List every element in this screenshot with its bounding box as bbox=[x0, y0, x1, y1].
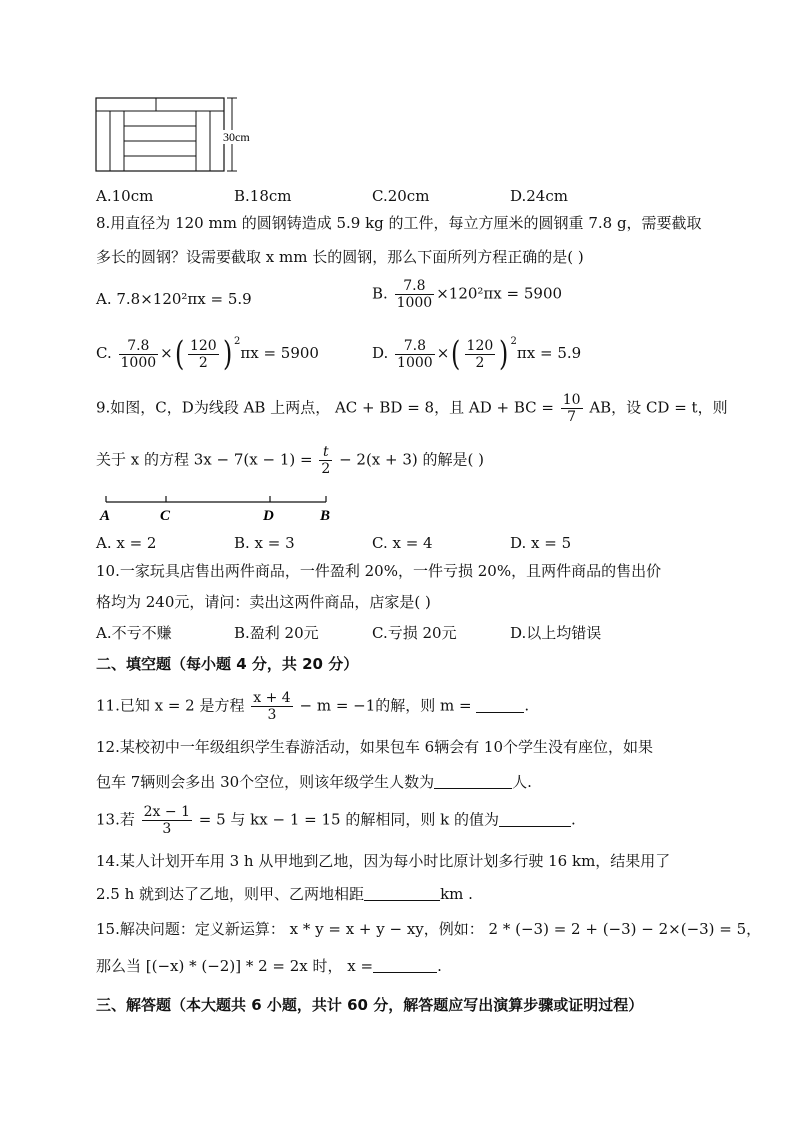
fraction-7-8-over-1000: $\frac{7.8}{1000}$ bbox=[396, 278, 433, 311]
q10-option-a: A.不亏不赚 bbox=[96, 624, 172, 642]
option-c-tail: πx = 5900 bbox=[240, 344, 319, 362]
dimension-label: 30cm bbox=[223, 130, 250, 144]
fraction-7-8-over-1000: $\frac{7.8}{1000}$ bbox=[397, 337, 433, 371]
q8-option-d: D. $\frac{7.8}{1000}$ ×( $\frac{120}{2}$ ) $^2$πx = 5.9 bbox=[372, 334, 582, 374]
option-b-label: B. bbox=[372, 284, 388, 303]
q8-line1: 8.用直径为 120 mm 的圆钢铸造成 5.9 kg 的工件，每立方厘米的圆钢重 7.8 g，需要截取 bbox=[96, 214, 702, 232]
q14-line2: 2.5 h 就到达了乙地，则甲、乙两地相距 km . bbox=[96, 885, 473, 903]
q7-option-c: C.20cm bbox=[372, 187, 430, 205]
q8-option-c: C. $\frac{7.8}{1000}$ ×( $\frac{120}{2}$ ) $^2$πx = 5900 bbox=[96, 334, 319, 374]
fraction-7-8-over-1000: $\frac{7.8}{1000}$ bbox=[120, 337, 157, 371]
q11: 11.已知 x = 2 是方程 $\frac{x + 4}{3}$ − m = −1的解，则 m = . bbox=[96, 690, 530, 723]
option-d-tail: πx = 5.9 bbox=[516, 344, 582, 362]
q9-line2: 关于 x 的方程 3x − 7(x − 1) = $\frac{t}{2}$ − 2(x + 3) 的解是( ) bbox=[96, 444, 484, 477]
q9-option-b: B. x = 3 bbox=[234, 534, 295, 552]
q10-option-b: B.盈利 20元 bbox=[234, 624, 319, 642]
point-c-label: C bbox=[160, 508, 171, 524]
point-a-label: A bbox=[100, 508, 111, 524]
option-d-label: D. bbox=[372, 344, 389, 362]
q9-option-d: D. x = 5 bbox=[510, 534, 572, 552]
q15-line2: 那么当 [(−x) * (−2)] * 2 = 2x 时， x = . bbox=[96, 957, 442, 975]
section-3-heading: 三、解答题（本大题共 6 小题，共计 60 分，解答题应写出演算步骤或证明过程） bbox=[96, 996, 644, 1014]
answer-blank bbox=[434, 774, 512, 789]
fraction-2x-minus-1-over-3: $\frac{2x - 1}{3}$ bbox=[143, 804, 190, 837]
q8-line2: 多长的圆钢？设需要截取 x mm 长的圆钢，那么下面所列方程正确的是( ) bbox=[96, 248, 584, 266]
fraction-10-over-7: $\frac{10}{7}$ bbox=[562, 392, 581, 425]
fraction-120-over-2: $\frac{120}{2}$ bbox=[189, 337, 217, 371]
q12-line2: 包车 7辆则会多出 30个空位，则该年级学生人数为 人. bbox=[96, 773, 532, 791]
figure-outer-rect bbox=[96, 98, 224, 171]
q9-option-c: C. x = 4 bbox=[372, 534, 433, 552]
fraction-t-over-2: $\frac{t}{2}$ bbox=[321, 444, 331, 477]
answer-blank bbox=[476, 698, 524, 713]
q7-option-b: B.18cm bbox=[234, 187, 292, 205]
point-b-label: B bbox=[320, 508, 331, 524]
answer-blank bbox=[499, 812, 571, 827]
section-2-heading: 二、填空题（每小题 4 分，共 20 分） bbox=[96, 655, 359, 673]
q10-option-c: C.亏损 20元 bbox=[372, 624, 457, 642]
q9-option-a: A. x = 2 bbox=[96, 534, 157, 552]
q8-option-a: A. 7.8×120²πx = 5.9 bbox=[96, 290, 252, 308]
answer-blank bbox=[364, 886, 440, 901]
q14-line1: 14.某人计划开车用 3 h 从甲地到乙地，因为每小时比原计划多行驶 16 km，结果用了 bbox=[96, 852, 671, 870]
q8-option-b bbox=[372, 278, 562, 311]
q12-line1: 12.某校初中一年级组织学生春游活动，如果包车 6辆会有 10个学生没有座位，如果 bbox=[96, 738, 654, 756]
q10-line2: 格均为 240元，请问：卖出这两件商品，店家是( ) bbox=[96, 593, 431, 611]
fraction-120-over-2: $\frac{120}{2}$ bbox=[466, 337, 494, 371]
segment-figure bbox=[96, 492, 346, 524]
answer-blank bbox=[373, 958, 437, 973]
option-c-label: C. bbox=[96, 344, 112, 362]
q10-line1: 10.一家玩具店售出两件商品，一件盈利 20%，一件亏损 20%，且两件商品的售出价 bbox=[96, 562, 662, 580]
q7-figure bbox=[94, 94, 264, 174]
q9-line1: 9.如图，C，D为线段 AB 上两点， AC + BD = 8，且 AD + BC = $\frac{10}{7}$ AB，设 CD = t，则 bbox=[96, 392, 728, 425]
q7-option-d: D.24cm bbox=[510, 187, 568, 205]
point-d-label: D bbox=[263, 508, 274, 524]
fraction-x-plus-4-over-3: $\frac{x + 4}{3}$ bbox=[253, 690, 291, 723]
q10-option-d: D.以上均错误 bbox=[510, 624, 602, 642]
q7-option-a: A.10cm bbox=[96, 187, 154, 205]
q15-line1: 15.解决问题：定义新运算： x * y = x + y − xy，例如： 2 * (−3) = 2 + (−3) − 2×(−3) = 5， bbox=[96, 920, 762, 938]
q13: 13.若 $\frac{2x - 1}{3}$ = 5 与 kx − 1 = 15 的解相同，则 k 的值为 . bbox=[96, 804, 576, 837]
option-b-tail: ×120²πx = 5900 bbox=[436, 284, 563, 303]
